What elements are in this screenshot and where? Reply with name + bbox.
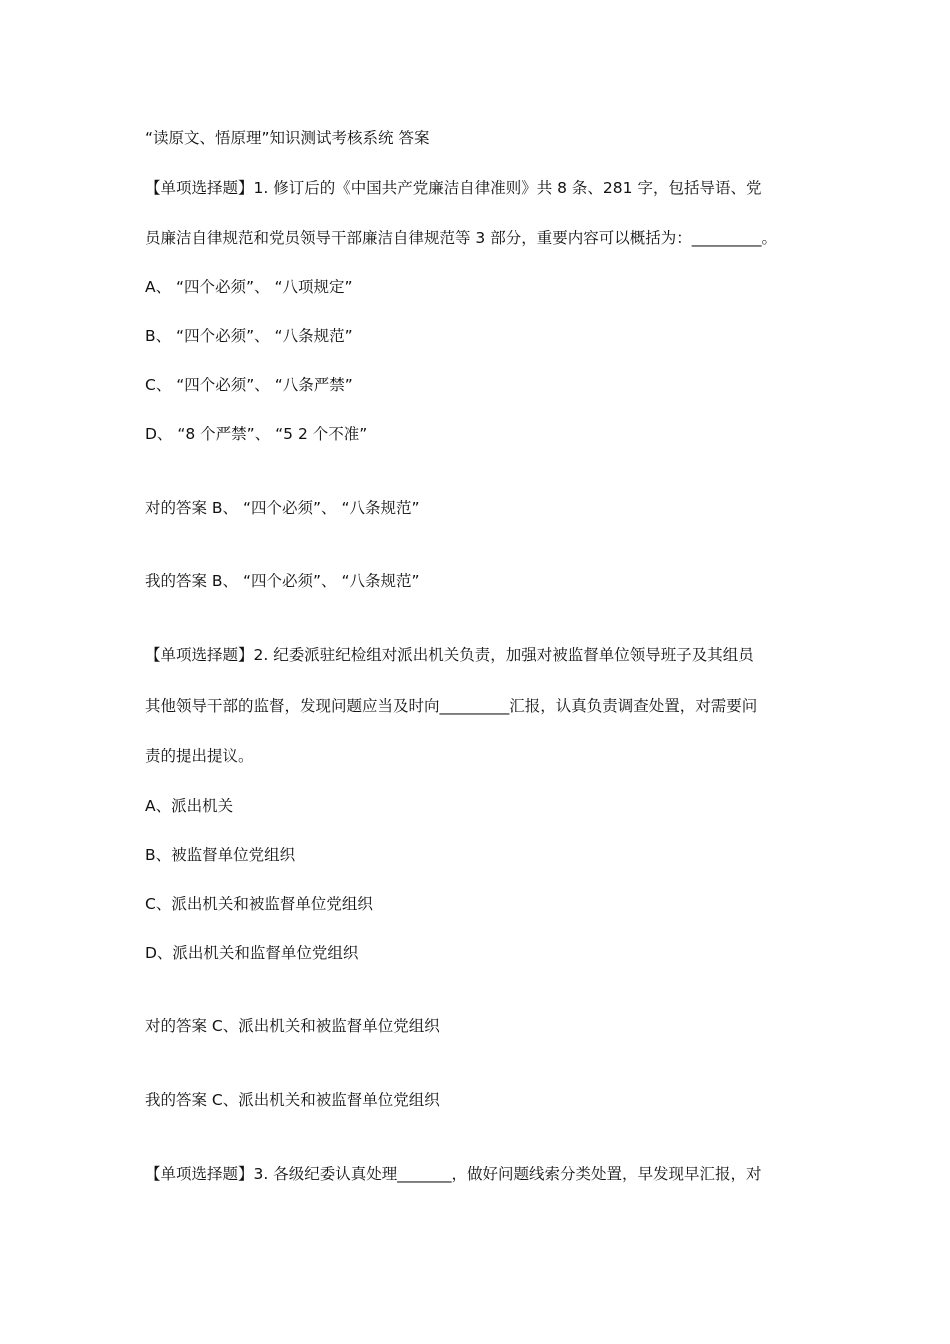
- question-1-option-a: A、 “四个必须”、 “八项规定”: [145, 278, 353, 296]
- question-1-correct-answer: 对的答案 B、 “四个必须”、 “八条规范”: [145, 499, 420, 517]
- question-1-my-answer: 我的答案 B、 “四个必须”、 “八条规范”: [145, 572, 420, 590]
- document-title: “读原文、悟原理”知识测试考核系统 答案: [145, 129, 430, 147]
- question-2-stem-line-2: 其他领导干部的监督，发现问题应当及时向_________汇报，认真负责调查处置，对需要问: [145, 697, 758, 715]
- question-1-option-b: B、 “四个必须”、 “八条规范”: [145, 327, 353, 345]
- question-1-stem-line-1: 【单项选择题】1. 修订后的《中国共产党廉洁自律准则》共 8 条、281 字，包括导语、党: [145, 179, 762, 197]
- question-2-option-b: B、被监督单位党组织: [145, 846, 296, 864]
- question-2-option-d: D、派出机关和监督单位党组织: [145, 944, 359, 962]
- question-1-option-c: C、 “四个必须”、 “八条严禁”: [145, 376, 353, 394]
- question-2-option-c: C、派出机关和被监督单位党组织: [145, 895, 373, 913]
- question-2-option-a: A、派出机关: [145, 797, 234, 815]
- question-2-my-answer: 我的答案 C、派出机关和被监督单位党组织: [145, 1091, 440, 1109]
- question-1-stem-line-2: 员廉洁自律规范和党员领导干部廉洁自律规范等 3 部分，重要内容可以概括为：_________。: [145, 229, 777, 247]
- question-2-stem-line-3: 责的提出提议。: [145, 747, 254, 765]
- question-2-stem-line-1: 【单项选择题】2. 纪委派驻纪检组对派出机关负责，加强对被监督单位领导班子及其组员: [145, 646, 754, 664]
- question-2-correct-answer: 对的答案 C、派出机关和被监督单位党组织: [145, 1017, 440, 1035]
- question-1-option-d: D、 “8 个严禁”、 “5 2 个不准”: [145, 425, 368, 443]
- question-3-stem-line-1: 【单项选择题】3. 各级纪委认真处理_______，做好问题线索分类处置，早发现早汇报，对: [145, 1165, 762, 1183]
